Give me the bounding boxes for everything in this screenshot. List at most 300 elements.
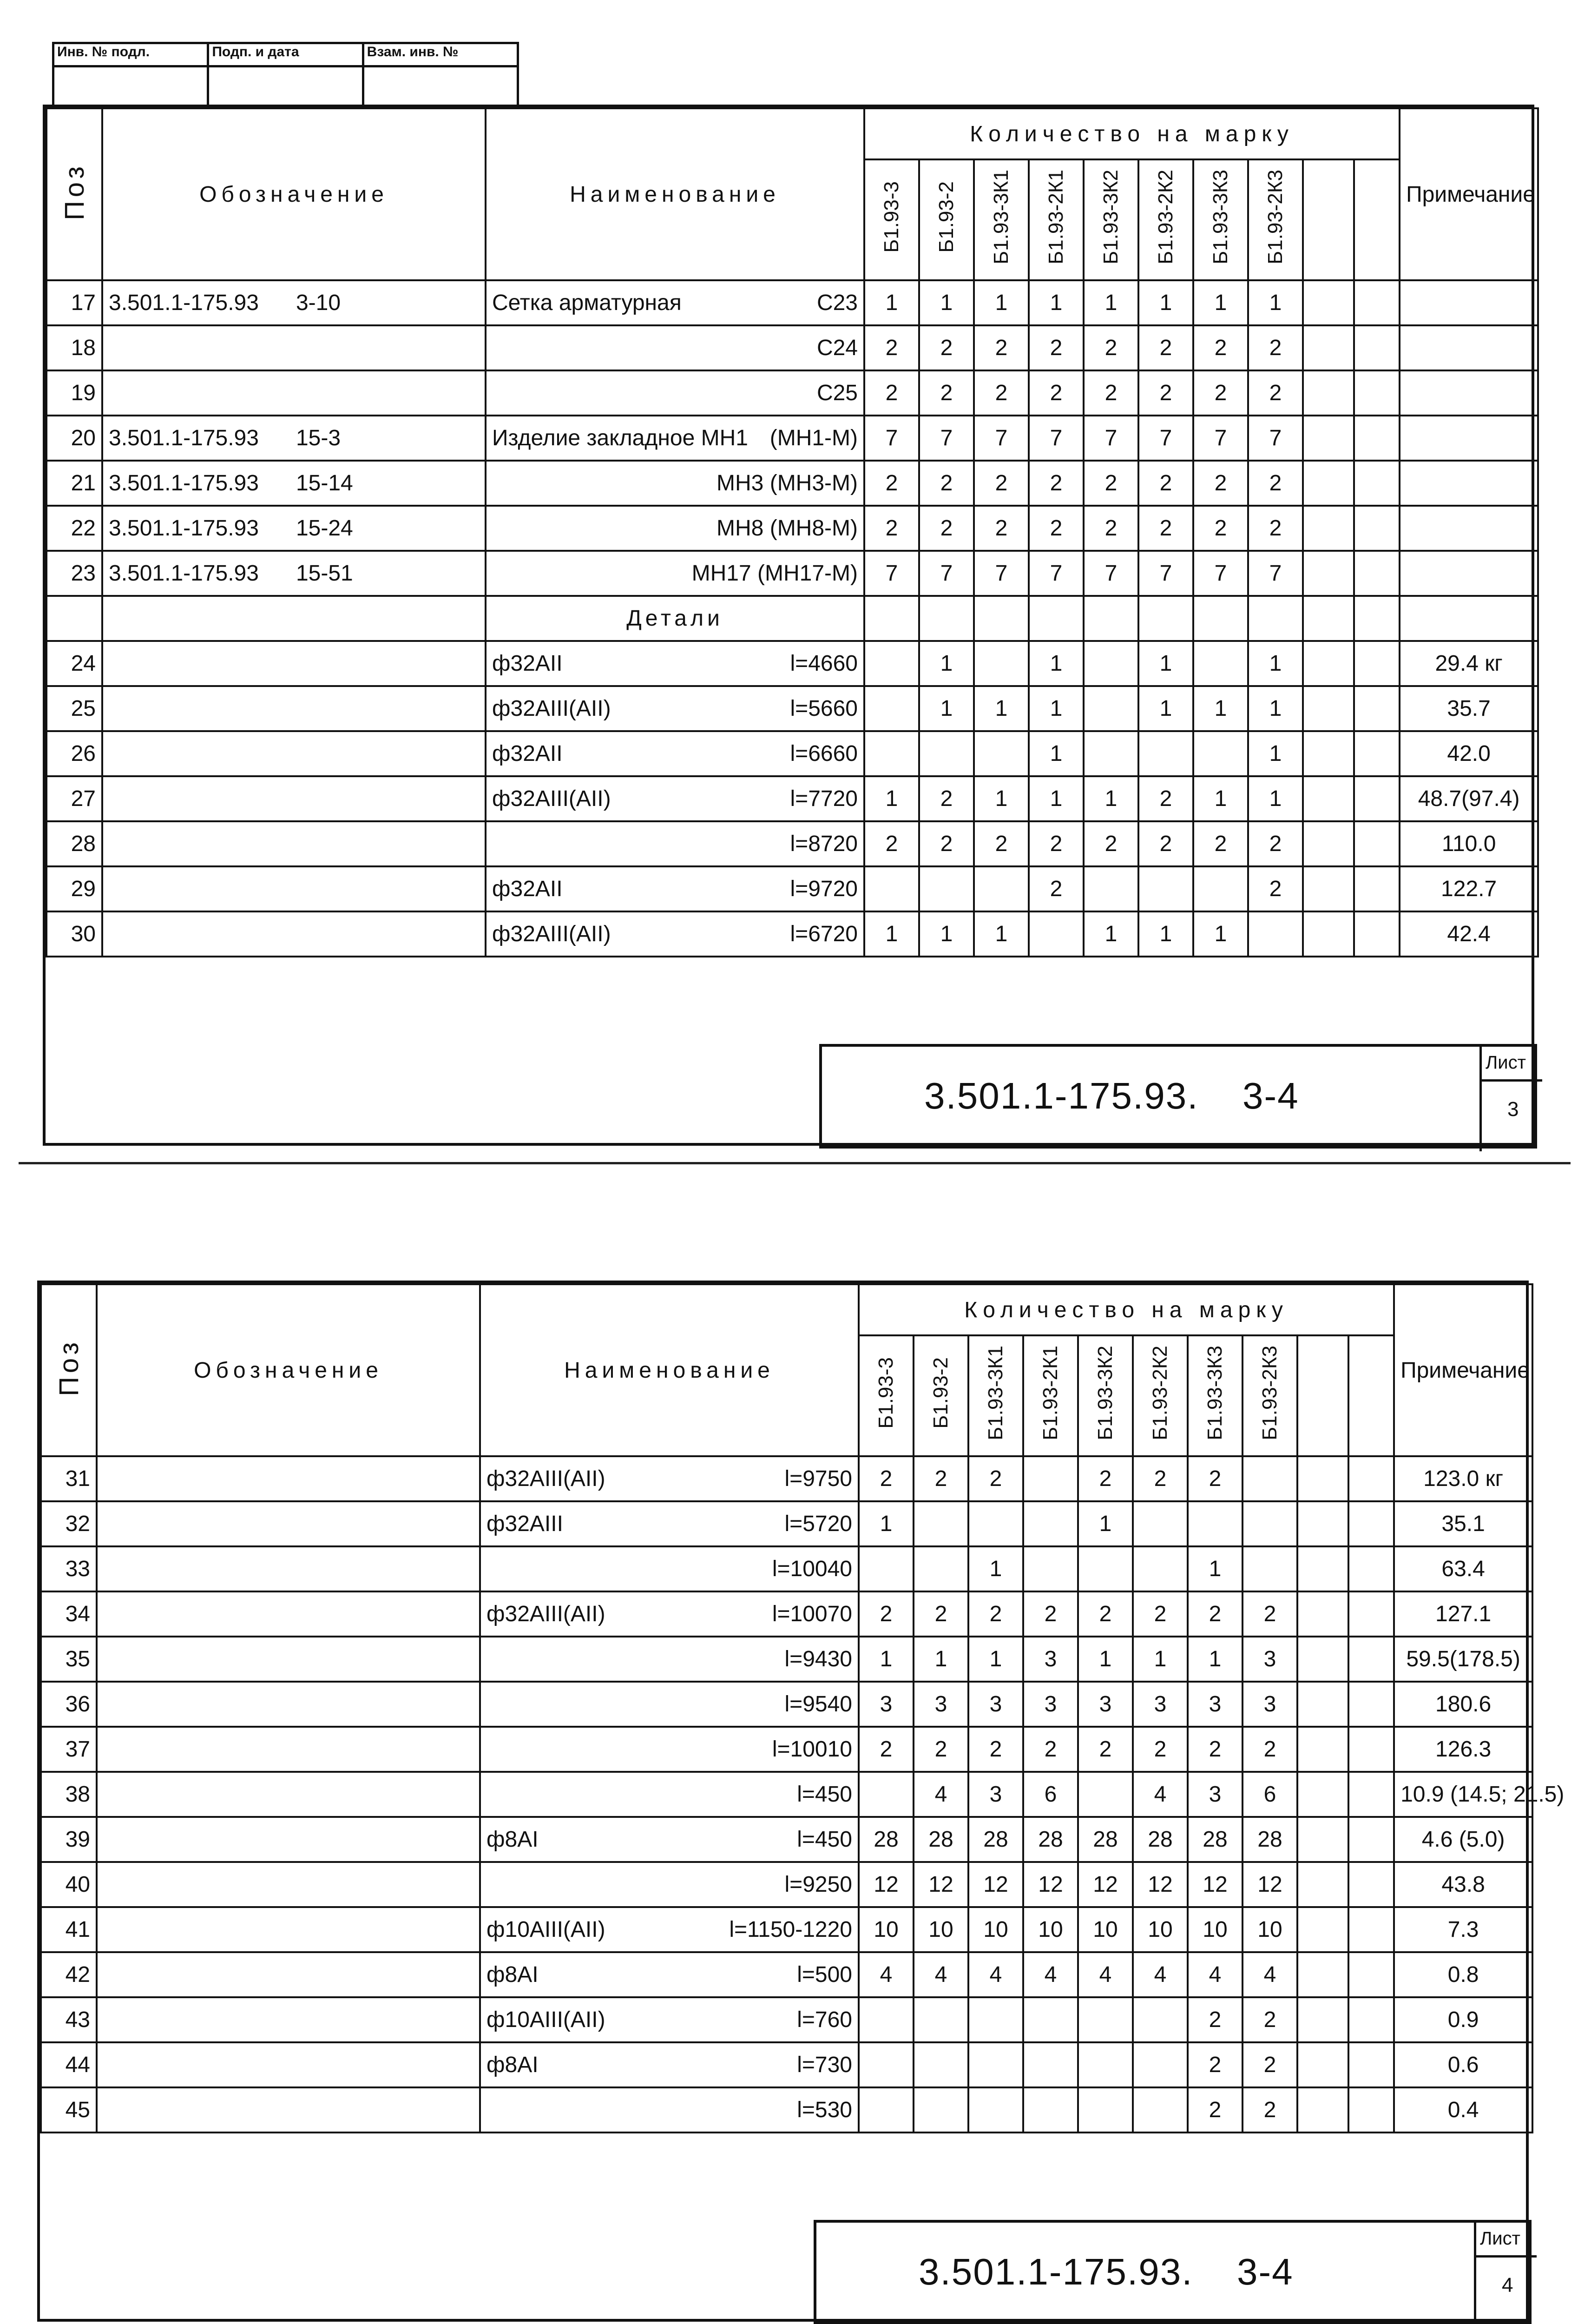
name-wrap — [492, 876, 858, 902]
name-param: l=5660 — [790, 696, 858, 721]
note-cell — [1400, 551, 1538, 596]
qty-cell: 2 — [919, 370, 974, 416]
mark-header — [919, 159, 974, 280]
qty-cell: 2 — [1188, 2087, 1243, 2133]
qty-cell: 7 — [1138, 551, 1193, 596]
qty-cell: 1 — [919, 641, 974, 686]
qty-cell: 2 — [919, 506, 974, 551]
qty-cell-empty — [1303, 776, 1354, 821]
qty-cell-empty — [1084, 596, 1138, 641]
note-header: Примечание — [1394, 1284, 1532, 1456]
name-param: l=6720 — [790, 922, 858, 946]
qty-cell: 2 — [974, 325, 1029, 370]
qty-cell: 2 — [1248, 325, 1303, 370]
note-cell: 0.4 — [1394, 2087, 1532, 2133]
name-wrap — [487, 2007, 852, 2033]
qty-cell: 2 — [1138, 506, 1193, 551]
qty-cell: 2 — [1133, 1727, 1188, 1772]
qty-cell: 2 — [1193, 325, 1248, 370]
qty-cell: 2 — [1084, 325, 1138, 370]
name-wrap — [487, 1646, 852, 1672]
mark-header-label: Б1.93-2К2 — [1154, 170, 1177, 264]
name-wrap — [492, 425, 858, 451]
table-row — [46, 461, 1538, 506]
mark-header-label: Б1.93-2 — [929, 1357, 952, 1429]
qty-cell — [914, 1546, 968, 1591]
note-cell — [1400, 325, 1538, 370]
qty-cell-empty — [1138, 596, 1193, 641]
name-wrap — [487, 1736, 852, 1762]
designation-cell — [97, 1637, 480, 1682]
qty-cell: 1 — [1138, 641, 1193, 686]
name-cell — [480, 1501, 859, 1546]
name-text: ф32АIII — [487, 1512, 563, 1536]
qty-cell — [1078, 1546, 1133, 1591]
poz-cell: 31 — [41, 1456, 97, 1501]
qty-cell: 1 — [919, 911, 974, 957]
qty-cell: 2 — [1188, 2042, 1243, 2087]
qty-cell-empty — [1348, 1682, 1394, 1727]
name-param: l=10070 — [772, 1602, 852, 1626]
section-row — [46, 596, 1538, 641]
poz-cell: 39 — [41, 1817, 97, 1862]
qty-cell — [864, 641, 919, 686]
mark-header — [1133, 1335, 1188, 1456]
table-row — [41, 2087, 1532, 2133]
qty-cell: 7 — [974, 551, 1029, 596]
note-cell: 43.8 — [1394, 1862, 1532, 1907]
note-cell: 123.0 кг — [1394, 1456, 1532, 1501]
qty-cell-empty — [1297, 1862, 1348, 1907]
stamp-code: 3.501.1-175.93. — [924, 1075, 1199, 1116]
table-row — [46, 641, 1538, 686]
name-cell — [486, 821, 864, 866]
qty-cell: 1 — [1084, 911, 1138, 957]
qty-cell: 2 — [1138, 461, 1193, 506]
name-wrap — [492, 515, 858, 541]
qty-cell: 2 — [1023, 1727, 1078, 1772]
qty-cell: 1 — [1078, 1501, 1133, 1546]
poz-cell: 34 — [41, 1591, 97, 1637]
name-text: Изделие закладное МН1 — [492, 426, 748, 450]
qty-cell: 2 — [864, 461, 919, 506]
note-cell: 127.1 — [1394, 1591, 1532, 1637]
mark-header — [1248, 159, 1303, 280]
name-param: С23 — [816, 290, 858, 315]
table-row — [41, 1727, 1532, 1772]
quantity-header: Количество на марку — [859, 1284, 1394, 1335]
note-cell: 122.7 — [1400, 866, 1538, 911]
qty-cell: 10 — [1133, 1907, 1188, 1952]
name-cell — [480, 2087, 859, 2133]
name-cell — [486, 370, 864, 416]
qty-cell: 2 — [1138, 821, 1193, 866]
empty-mark-header — [1354, 159, 1400, 280]
qty-cell: 12 — [1188, 1862, 1243, 1907]
qty-cell: 2 — [1078, 1591, 1133, 1637]
name-cell — [480, 1637, 859, 1682]
stamp-code: 3.501.1-175.93. — [919, 2251, 1193, 2292]
mark-header-label: Б1.93-2 — [935, 181, 958, 253]
qty-cell-empty — [1354, 686, 1400, 731]
name-cell — [480, 1952, 859, 1997]
designation-cell — [97, 1727, 480, 1772]
qty-cell-empty — [1303, 641, 1354, 686]
qty-cell — [968, 2087, 1023, 2133]
poz-cell: 30 — [46, 911, 102, 957]
qty-cell: 3 — [914, 1682, 968, 1727]
name-cell — [486, 506, 864, 551]
qty-cell: 12 — [914, 1862, 968, 1907]
name-param: МН17 (МН17-М) — [691, 561, 858, 586]
name-param: (МН1-М) — [769, 426, 858, 450]
name-param: С24 — [816, 336, 858, 360]
sign-date-label: Подп. и дата — [208, 43, 363, 66]
qty-cell: 10 — [968, 1907, 1023, 1952]
designation-cell — [97, 1862, 480, 1907]
designation-cell — [97, 1952, 480, 1997]
qty-cell-empty — [1297, 1546, 1348, 1591]
qty-cell-empty — [1348, 2087, 1394, 2133]
table-row — [46, 280, 1538, 325]
designation-cell — [97, 1546, 480, 1591]
qty-cell: 2 — [919, 461, 974, 506]
poz-cell: 36 — [41, 1682, 97, 1727]
mark-header — [1084, 159, 1138, 280]
qty-cell-empty — [1354, 911, 1400, 957]
qty-cell: 12 — [968, 1862, 1023, 1907]
mark-header-label: Б1.93-3К3 — [1203, 1346, 1226, 1440]
qty-cell: 2 — [919, 821, 974, 866]
qty-cell: 1 — [1248, 280, 1303, 325]
designation-header: Обозначение — [97, 1284, 480, 1456]
qty-cell: 2 — [1248, 370, 1303, 416]
mark-header-label: Б1.93-3 — [874, 1357, 897, 1429]
qty-cell — [1023, 1546, 1078, 1591]
note-cell: 110.0 — [1400, 821, 1538, 866]
qty-cell-empty — [1303, 506, 1354, 551]
note-cell: 4.6 (5.0) — [1394, 1817, 1532, 1862]
qty-cell-empty — [1348, 1817, 1394, 1862]
qty-cell — [1084, 641, 1138, 686]
qty-cell: 6 — [1243, 1772, 1297, 1817]
qty-cell-empty — [1348, 1591, 1394, 1637]
qty-cell: 1 — [1029, 776, 1084, 821]
name-wrap — [487, 1917, 852, 1942]
qty-cell — [914, 2087, 968, 2133]
note-cell: 180.6 — [1394, 1682, 1532, 1727]
qty-cell: 12 — [1133, 1862, 1188, 1907]
name-param: l=7720 — [790, 786, 858, 811]
note-cell: 42.0 — [1400, 731, 1538, 776]
designation-code: 3.501.1-175.93 — [109, 290, 259, 315]
qty-cell: 2 — [974, 370, 1029, 416]
table-row — [46, 731, 1538, 776]
qty-cell: 28 — [1243, 1817, 1297, 1862]
name-wrap — [492, 335, 858, 361]
name-wrap — [492, 921, 858, 947]
designation-wrap — [109, 515, 479, 541]
name-wrap — [487, 1872, 852, 1897]
name-cell — [480, 1456, 859, 1501]
poz-cell: 23 — [46, 551, 102, 596]
qty-cell: 7 — [1084, 416, 1138, 461]
stamp-doc: 3-4 — [1243, 1075, 1299, 1116]
qty-cell: 2 — [1029, 866, 1084, 911]
table-row — [41, 1456, 1532, 1501]
qty-cell: 1 — [1193, 776, 1248, 821]
qty-cell: 1 — [968, 1546, 1023, 1591]
designation-wrap — [109, 561, 479, 586]
name-param: l=9750 — [784, 1466, 852, 1491]
qty-cell-empty — [1303, 461, 1354, 506]
qty-cell: 7 — [1193, 416, 1248, 461]
qty-cell: 2 — [864, 821, 919, 866]
qty-cell — [1078, 2087, 1133, 2133]
qty-cell: 1 — [1248, 731, 1303, 776]
mark-header-label: Б1.93-3К3 — [1209, 170, 1232, 264]
qty-cell-empty — [1303, 280, 1354, 325]
sheet-number: 4 — [1502, 2274, 1513, 2297]
qty-cell — [1084, 866, 1138, 911]
name-param: l=10010 — [772, 1737, 852, 1762]
mark-header — [864, 159, 919, 280]
qty-cell: 1 — [919, 280, 974, 325]
qty-cell: 10 — [914, 1907, 968, 1952]
qty-cell: 12 — [1078, 1862, 1133, 1907]
table-row — [46, 776, 1538, 821]
poz-cell: 18 — [46, 325, 102, 370]
qty-cell: 1 — [919, 686, 974, 731]
name-param: МН8 (МН8-М) — [717, 516, 858, 541]
designation-cell — [97, 1591, 480, 1637]
poz-cell: 29 — [46, 866, 102, 911]
poz-cell: 28 — [46, 821, 102, 866]
qty-cell: 2 — [1243, 1591, 1297, 1637]
note-cell: 126.3 — [1394, 1727, 1532, 1772]
designation-wrap — [109, 290, 479, 316]
qty-cell-empty — [1297, 1501, 1348, 1546]
mark-header-label: Б1.93-3К2 — [1094, 1346, 1117, 1440]
spec-table-sheet-3 — [46, 107, 1539, 957]
table-row — [46, 416, 1538, 461]
qty-cell: 7 — [864, 551, 919, 596]
poz-cell: 22 — [46, 506, 102, 551]
designation-code: 3.501.1-175.93 — [109, 471, 259, 495]
designation-cell — [102, 551, 486, 596]
note-cell: 59.5(178.5) — [1394, 1637, 1532, 1682]
name-param: l=9540 — [784, 1692, 852, 1717]
mark-header — [1138, 159, 1193, 280]
qty-cell — [919, 866, 974, 911]
mark-header — [914, 1335, 968, 1456]
qty-cell: 3 — [968, 1772, 1023, 1817]
name-cell — [480, 1862, 859, 1907]
name-param: l=10040 — [772, 1557, 852, 1581]
qty-cell-empty — [1297, 1817, 1348, 1862]
qty-cell — [859, 1997, 914, 2042]
qty-cell: 1 — [859, 1501, 914, 1546]
mark-header-label: Б1.93-3К2 — [1099, 170, 1122, 264]
name-text: ф10АIII(АII) — [487, 2007, 605, 2032]
note-header: Примечание — [1400, 108, 1538, 280]
name-param: l=530 — [797, 2098, 852, 2122]
designation-cell — [102, 596, 486, 641]
qty-cell: 2 — [1243, 1997, 1297, 2042]
qty-cell: 2 — [1243, 2042, 1297, 2087]
qty-cell: 3 — [1133, 1682, 1188, 1727]
qty-cell: 12 — [1243, 1862, 1297, 1907]
mark-header — [1023, 1335, 1078, 1456]
qty-cell-empty — [1297, 2042, 1348, 2087]
designation-cell — [102, 776, 486, 821]
table-row — [46, 370, 1538, 416]
qty-cell-empty — [1297, 1772, 1348, 1817]
qty-cell — [1029, 911, 1084, 957]
qty-cell: 2 — [1078, 1456, 1133, 1501]
qty-cell: 28 — [1078, 1817, 1133, 1862]
designation-cell — [97, 1682, 480, 1727]
poz-header-label: Поз — [53, 1339, 84, 1396]
qty-cell: 2 — [1029, 325, 1084, 370]
qty-cell: 2 — [974, 461, 1029, 506]
mark-header-label: Б1.93-2К2 — [1149, 1346, 1171, 1440]
qty-cell — [1023, 2087, 1078, 2133]
qty-cell — [1078, 2042, 1133, 2087]
name-wrap — [487, 1827, 852, 1852]
name-text: ф32АIII(АII) — [492, 786, 611, 811]
name-cell — [486, 866, 864, 911]
name-cell — [486, 641, 864, 686]
name-cell — [480, 1682, 859, 1727]
poz-cell: 27 — [46, 776, 102, 821]
designation-cell — [102, 280, 486, 325]
section-title: Детали — [486, 596, 864, 641]
qty-cell-empty — [974, 596, 1029, 641]
qty-cell: 3 — [1188, 1772, 1243, 1817]
mark-header — [1243, 1335, 1297, 1456]
name-param: l=9250 — [784, 1872, 852, 1897]
qty-cell: 1 — [1188, 1546, 1243, 1591]
qty-cell: 10 — [1243, 1907, 1297, 1952]
name-text: ф32АII — [492, 877, 563, 901]
qty-cell-empty — [1348, 1907, 1394, 1952]
qty-cell: 2 — [859, 1727, 914, 1772]
qty-cell: 1 — [1029, 641, 1084, 686]
approval-box — [52, 42, 519, 109]
name-wrap — [492, 651, 858, 676]
designation-code: 3.501.1-175.93 — [109, 426, 259, 450]
qty-cell: 4 — [1243, 1952, 1297, 1997]
designation-code: 3.501.1-175.93 — [109, 561, 259, 586]
qty-cell: 2 — [1084, 461, 1138, 506]
qty-cell: 7 — [1248, 551, 1303, 596]
qty-cell: 3 — [1023, 1637, 1078, 1682]
qty-cell: 1 — [1248, 686, 1303, 731]
qty-cell: 1 — [1138, 911, 1193, 957]
note-cell: 0.6 — [1394, 2042, 1532, 2087]
qty-cell: 2 — [1084, 506, 1138, 551]
qty-cell: 1 — [1188, 1637, 1243, 1682]
poz-cell: 37 — [41, 1727, 97, 1772]
qty-cell — [1138, 731, 1193, 776]
mark-header — [968, 1335, 1023, 1456]
name-text: ф32АIII(АII) — [487, 1602, 605, 1626]
qty-cell: 1 — [1133, 1637, 1188, 1682]
empty-mark-header — [1348, 1335, 1394, 1456]
qty-cell: 28 — [914, 1817, 968, 1862]
qty-cell: 2 — [1138, 370, 1193, 416]
qty-cell: 2 — [859, 1591, 914, 1637]
qty-cell: 7 — [1029, 551, 1084, 596]
qty-cell — [1193, 731, 1248, 776]
qty-cell — [1248, 911, 1303, 957]
name-text: ф10АIII(АII) — [487, 1917, 605, 1942]
qty-cell: 7 — [1138, 416, 1193, 461]
qty-cell: 2 — [1188, 1591, 1243, 1637]
qty-cell: 2 — [1029, 370, 1084, 416]
qty-cell: 28 — [1188, 1817, 1243, 1862]
mark-header-label: Б1.93-3К1 — [984, 1346, 1007, 1440]
table-row — [41, 1637, 1532, 1682]
qty-cell — [1023, 1997, 1078, 2042]
name-cell — [480, 1997, 859, 2042]
poz-cell: 32 — [41, 1501, 97, 1546]
mark-header-label: Б1.93-2К3 — [1264, 170, 1287, 264]
qty-cell-empty — [1303, 866, 1354, 911]
qty-cell-empty — [1297, 1682, 1348, 1727]
qty-cell-empty — [1354, 731, 1400, 776]
qty-cell-empty — [1303, 821, 1354, 866]
name-cell — [486, 551, 864, 596]
name-param: l=1150-1220 — [729, 1917, 852, 1942]
qty-cell-empty — [1303, 686, 1354, 731]
note-cell — [1400, 370, 1538, 416]
name-text: ф8АI — [487, 2053, 539, 2077]
designation-cell — [102, 370, 486, 416]
designation-cell — [97, 1997, 480, 2042]
qty-cell: 1 — [1248, 641, 1303, 686]
qty-cell: 2 — [1193, 461, 1248, 506]
mark-header — [1188, 1335, 1243, 1456]
designation-cell — [97, 2042, 480, 2087]
qty-cell-empty — [1354, 325, 1400, 370]
note-cell: 42.4 — [1400, 911, 1538, 957]
qty-cell-empty — [1297, 1907, 1348, 1952]
designation-cell — [97, 1907, 480, 1952]
qty-cell: 28 — [1023, 1817, 1078, 1862]
qty-cell: 3 — [1243, 1637, 1297, 1682]
qty-cell-empty — [1303, 731, 1354, 776]
table-row — [46, 911, 1538, 957]
qty-cell-empty — [1348, 1772, 1394, 1817]
sheet-label: Лист — [1486, 1052, 1526, 1073]
qty-cell: 4 — [1133, 1952, 1188, 1997]
designation-code: 3.501.1-175.93 — [109, 516, 259, 541]
qty-cell — [1133, 2042, 1188, 2087]
qty-cell: 2 — [968, 1727, 1023, 1772]
qty-cell — [914, 1501, 968, 1546]
qty-cell-empty — [919, 596, 974, 641]
note-cell: 48.7(97.4) — [1400, 776, 1538, 821]
qty-cell-empty — [1297, 1727, 1348, 1772]
qty-cell: 2 — [1248, 461, 1303, 506]
qty-cell: 7 — [864, 416, 919, 461]
qty-cell: 7 — [1193, 551, 1248, 596]
table-row — [41, 1501, 1532, 1546]
qty-cell: 1 — [1138, 280, 1193, 325]
qty-cell: 2 — [864, 325, 919, 370]
